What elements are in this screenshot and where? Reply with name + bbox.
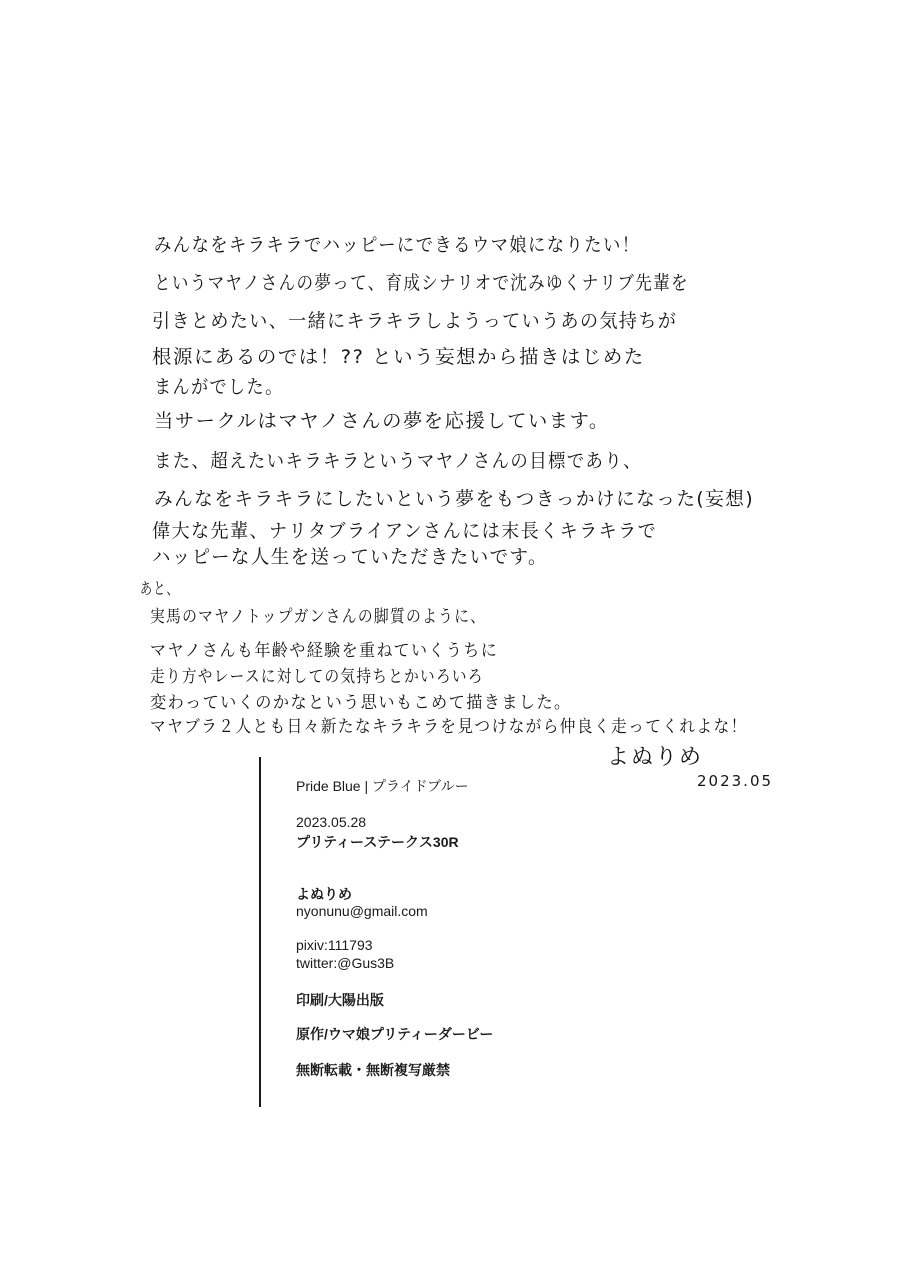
- afterword-line: 引きとめたい、一緒にキラキラしようっていうあの気持ちが: [152, 310, 678, 332]
- afterword-line: 偉大な先輩、ナリタブライアンさんには末長くキラキラで: [152, 520, 658, 542]
- pixiv-id: pixiv:111793: [296, 937, 373, 953]
- original-work: 原作/ウマ娘プリティーダービー: [296, 1026, 494, 1042]
- event-name: プリティーステークス30R: [296, 834, 459, 850]
- afterword-line: みんなをキラキラにしたいという夢をもつきっかけになった(妄想): [154, 488, 755, 510]
- book-title: Pride Blue | プライドブルー: [296, 778, 469, 794]
- afterword-line: あと、: [140, 579, 180, 598]
- signature-name: よぬりめ: [607, 745, 704, 770]
- afterword-line: 走り方やレースに対しての気持ちとかいろいろ: [150, 667, 484, 687]
- signature-date: 2023.05: [697, 772, 774, 790]
- afterword-line: 当サークルはマヤノさんの夢を応援しています。: [154, 410, 610, 432]
- afterword-line: まんがでした。: [154, 376, 284, 398]
- printer-info: 印刷/大陽出版: [296, 992, 384, 1008]
- author-email: nyonunu@gmail.com: [296, 903, 428, 919]
- afterword-line: マヤブラ２人とも日々新たなキラキラを見つけながら仲良く走ってくれよな！: [150, 717, 748, 737]
- author-name: よぬりめ: [296, 886, 352, 902]
- afterword-line: マヤノさんも年齢や経験を重ねていくうちに: [150, 641, 499, 661]
- afterword-line: ハッピーな人生を送っていただきたいです。: [152, 546, 548, 568]
- colophon-divider: [259, 757, 261, 1107]
- copyright-notice: 無断転載・無断複写厳禁: [296, 1062, 450, 1078]
- afterword-line: また、超えたいキラキラというマヤノさんの目標であり、: [154, 450, 642, 472]
- afterword-line: というマヤノさんの夢って、育成シナリオで沈みゆくナリブ先輩を: [154, 272, 689, 294]
- afterword-line: 実馬のマヤノトップガンさんの脚質のように、: [150, 607, 487, 627]
- afterword-line: 根源にあるのでは！?? という妄想から描きはじめた: [152, 346, 645, 368]
- afterword-line: 変わっていくのかなという思いもこめて描きました。: [150, 693, 572, 713]
- afterword-line: みんなをキラキラでハッピーにできるウマ娘になりたい！: [154, 234, 641, 256]
- publication-date: 2023.05.28: [296, 814, 367, 830]
- twitter-handle: twitter:@Gus3B: [296, 955, 395, 971]
